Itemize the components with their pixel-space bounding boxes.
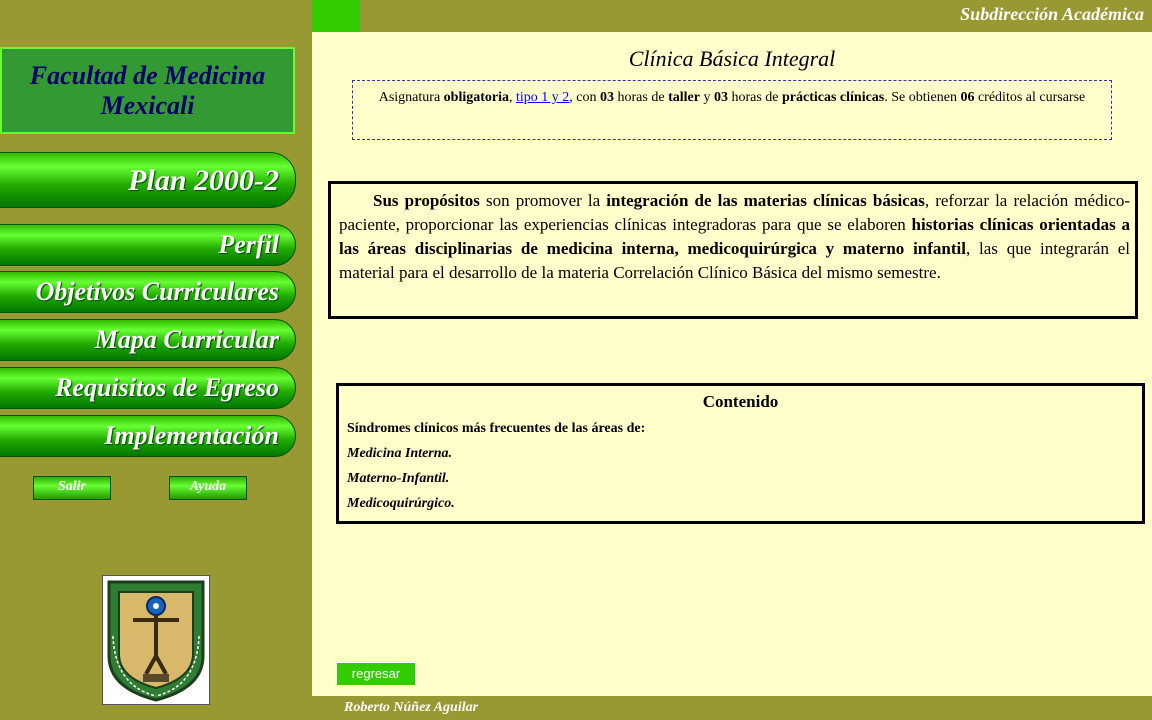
- faculty-title: [0, 47, 295, 134]
- course-title: Clínica Básica Integral: [628, 46, 836, 71]
- contents-box: [336, 383, 1145, 524]
- author-name: Roberto Núñez Aguilar: [344, 700, 479, 715]
- desc-obligatoria: obligatoria: [443, 90, 510, 105]
- nav-objetivos-curriculares[interactable]: Objetivos Curriculares: [0, 271, 296, 313]
- nav-implementacion[interactable]: Implementación: [0, 415, 296, 457]
- nav-mapa-curricular[interactable]: Mapa Curricular: [0, 319, 296, 361]
- nav-perfil[interactable]: Perfil: [0, 224, 296, 266]
- nav-plan[interactable]: Plan 2000-2: [0, 152, 296, 208]
- tipo-link[interactable]: tipo 1 y 2: [516, 90, 570, 105]
- desc-text: . Se obtienen: [884, 90, 961, 105]
- purposes-highlight: integración de las materias clínicas básicas: [606, 191, 925, 210]
- desc-text: Asignatura: [378, 90, 444, 105]
- purposes-box: [328, 181, 1138, 319]
- course-description: [352, 80, 1112, 140]
- purposes-text: , las que integrarán el material para el desarrollo de la materia Correlación Clínico Básica del mismo semestre.: [339, 239, 1130, 282]
- desc-hours-practicas: 03: [713, 90, 728, 105]
- faculty-line-2: Mexicali: [100, 90, 195, 120]
- desc-text: y: [699, 90, 714, 105]
- contents-intro: Síndromes clínicos más frecuentes de las áreas de:: [347, 421, 646, 436]
- desc-taller: taller: [668, 90, 700, 105]
- help-button[interactable]: Ayuda: [169, 476, 247, 500]
- purposes-lead: Sus propósitos: [373, 191, 480, 210]
- desc-text: , con: [569, 90, 601, 105]
- desc-text: créditos al cursarse: [974, 90, 1086, 105]
- purposes-text: son promover la: [479, 191, 607, 210]
- desc-practicas: prácticas clínicas: [781, 90, 885, 105]
- university-seal-icon: [102, 575, 210, 705]
- purposes-text: , reforzar la relación médico-paciente, proporcionar las experiencias clínicas integradoras para que se elaboren: [339, 191, 1130, 234]
- desc-text: horas de: [614, 90, 669, 105]
- contents-heading: Contenido: [702, 392, 779, 411]
- desc-credits: 06: [960, 90, 975, 105]
- back-button[interactable]: regresar: [336, 662, 416, 686]
- contents-item: Materno-Infantil.: [347, 471, 450, 486]
- exit-button[interactable]: Salir: [33, 476, 111, 500]
- desc-text: ,: [509, 90, 517, 105]
- department-title: Subdirección Académica: [960, 4, 1144, 24]
- top-bar-accent: [312, 0, 360, 32]
- nav-requisitos-de-egreso[interactable]: Requisitos de Egreso: [0, 367, 296, 409]
- contents-item: Medicina Interna.: [347, 446, 453, 461]
- desc-text: horas de: [727, 90, 782, 105]
- purposes-highlight: historias clínicas orientadas a las áreas disciplinarias de medicina interna, medicoquirúrgica y materno infantil: [339, 215, 1130, 258]
- faculty-line-1: Facultad de Medicina: [29, 60, 266, 90]
- contents-item: Medicoquirúrgico.: [347, 496, 455, 511]
- desc-hours-taller: 03: [600, 90, 615, 105]
